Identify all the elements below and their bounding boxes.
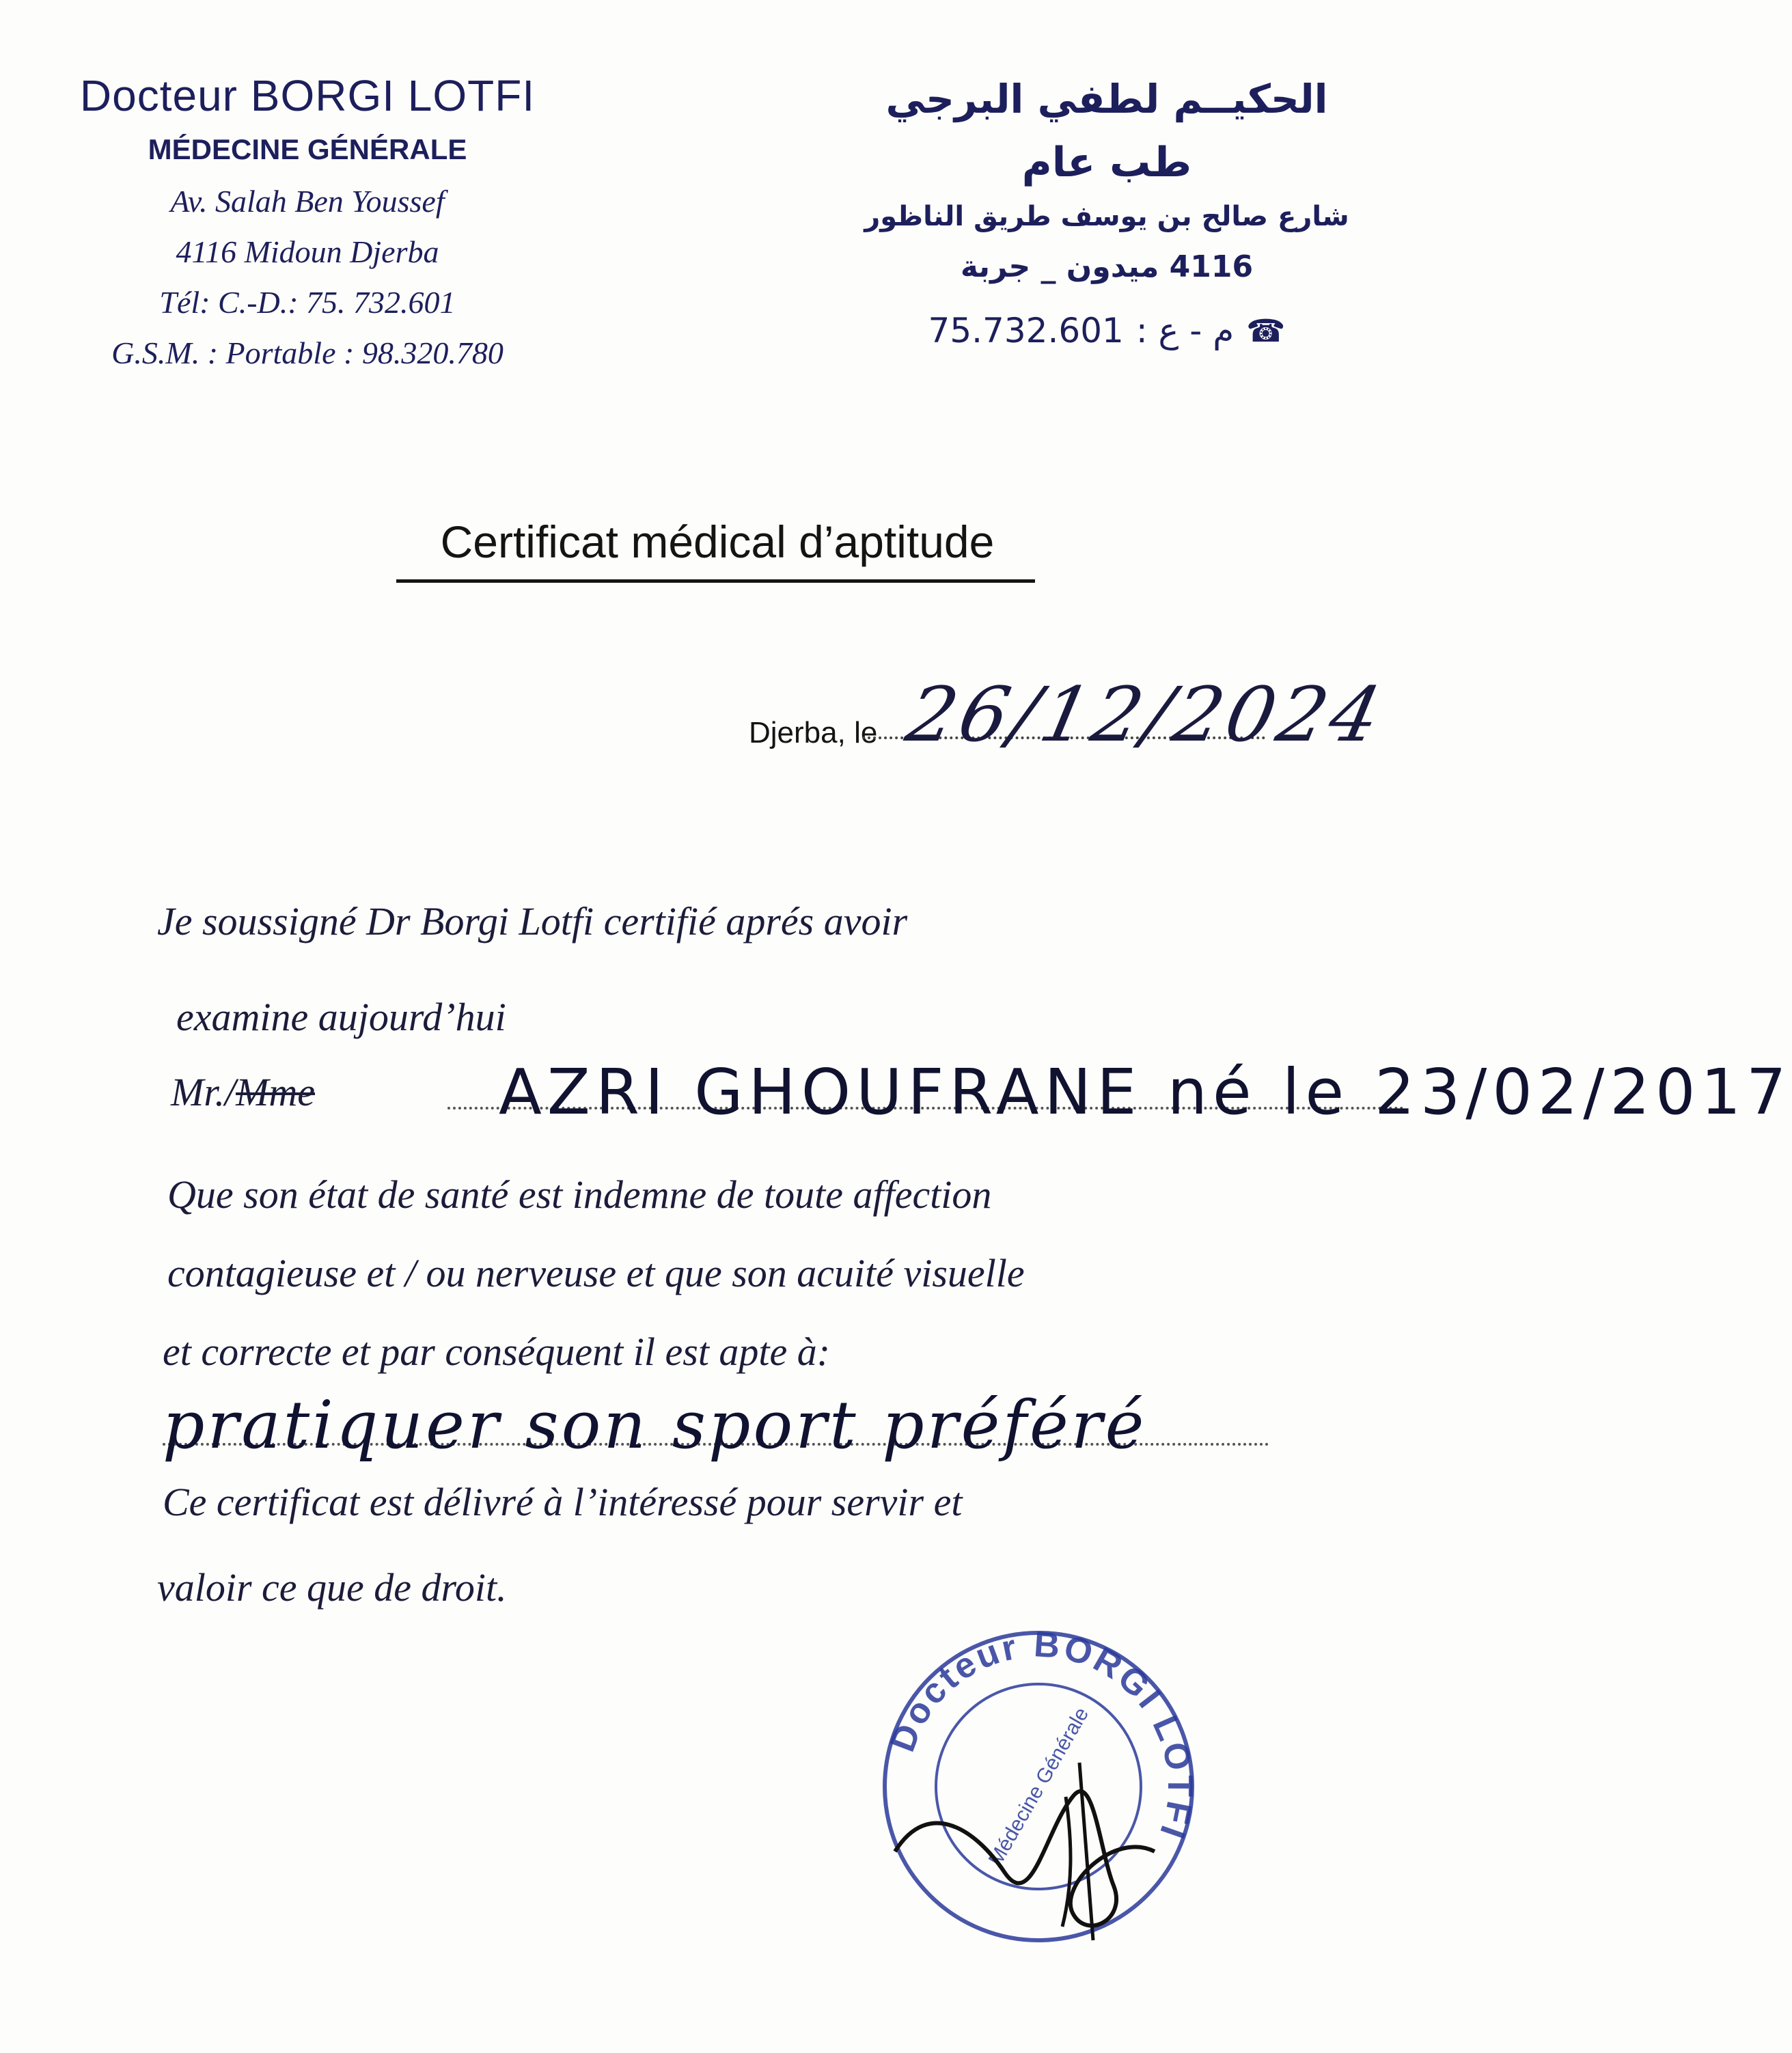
body-line-1: Je soussigné Dr Borgi Lotfi certifié aprés avoir — [157, 899, 908, 943]
certificate-title: Certificat médical d’aptitude — [440, 516, 995, 567]
salutation — [171, 1069, 315, 1115]
stamp-ring-text: Docteur BORGI LOTFI — [882, 1626, 1200, 1846]
doctor-street: Av. Salah Ben Youssef — [170, 184, 445, 219]
stamp-inner-text: Médecine Générale — [984, 1703, 1094, 1870]
svg-text:Docteur BORGI LOTFI — [883, 1626, 1200, 1846]
doctor-stamp — [868, 1626, 1209, 1947]
body-line-7: Ce certificat est délivré à l’intéressé pour servir et — [163, 1480, 963, 1524]
title-underline — [396, 579, 1035, 583]
doctor-gsm: G.S.M. : Portable : 98.320.780 — [111, 335, 504, 370]
mr-label: Mr./ — [171, 1070, 236, 1114]
body-line-4: Que son état de santé est indemne de toute affection — [167, 1172, 992, 1217]
tel-label-arabic: م - ع : — [1135, 311, 1235, 350]
telephone-icon: ☎ — [1246, 312, 1286, 349]
doctor-specialty: MÉDECINE GÉNÉRALE — [148, 133, 467, 165]
doctor-city: 4116 Midoun Djerba — [176, 234, 439, 269]
letterhead-arabic — [840, 65, 1373, 368]
aptitude-handwritten: pratiquer son sport préféré — [163, 1387, 1147, 1463]
body-line-2: examine aujourd’hui — [176, 995, 506, 1039]
doctor-name: Docteur BORGI LOTFI — [79, 71, 536, 120]
patient-name-handwritten: AZRI GHOUFRANE né le 23/02/2017 — [499, 1056, 1792, 1129]
doctor-city-arabic: 4116 ميدون _ جربة — [960, 249, 1254, 284]
body-line-5: contagieuse et / ou nerveuse et que son acuité visuelle — [167, 1251, 1025, 1295]
doctor-tel: Tél: C.-D.: 75. 732.601 — [159, 285, 456, 320]
letterhead-french — [27, 68, 588, 378]
doctor-specialty-arabic: طب عام — [1021, 139, 1192, 187]
doctor-name-arabic: الحكيــم لطفي البرجي — [885, 76, 1328, 122]
mme-label-struck: Mme — [236, 1070, 316, 1114]
tel-number-arabic: 75.732.601 — [928, 311, 1124, 350]
doctor-tel-arabic — [840, 293, 1373, 368]
date-handwritten: 26/12/2024 — [899, 671, 1392, 758]
doctor-street-arabic: شارع صالح بن يوسف طريق الناظور — [864, 201, 1349, 232]
body-line-8: valoir ce que de droit. — [157, 1565, 507, 1610]
body-line-6: et correcte et par conséquent il est apte à: — [163, 1329, 831, 1374]
date-label: Djerba, le — [749, 716, 878, 749]
